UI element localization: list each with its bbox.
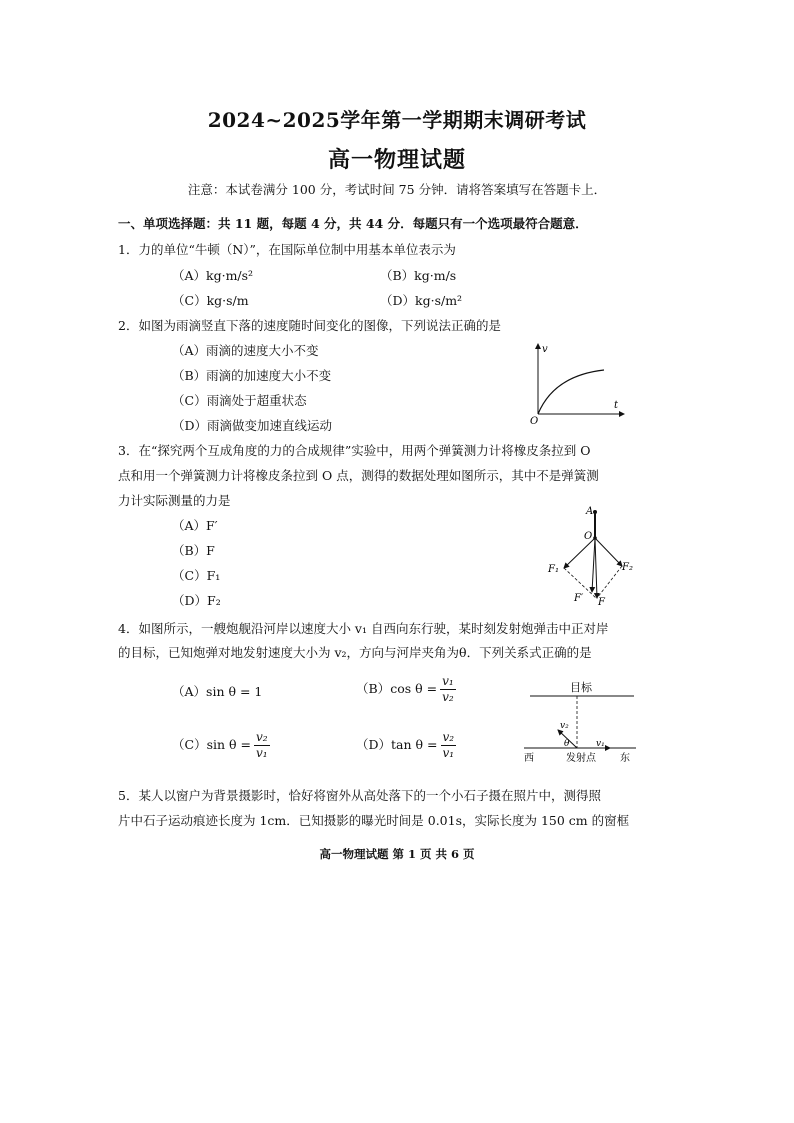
q4-option-a-label: （A） [172, 684, 207, 699]
q4-option-b-label: （B） [356, 681, 391, 696]
q4-option-d [356, 730, 456, 761]
fraction-numerator: v₂ [442, 730, 455, 744]
q1-option-d: （D）kg·s/m² [380, 293, 463, 308]
label-launch-point: 发射点 [566, 753, 596, 764]
exam-subtitle: 高一物理试题 [327, 147, 466, 173]
label-west: 西 [524, 753, 534, 764]
v-axis-label: v [542, 344, 548, 355]
t-axis-label: t [614, 400, 619, 411]
label-east: 东 [620, 753, 630, 764]
q2-option-b: （B）雨滴的加速度大小不变 [172, 368, 332, 383]
force-f2-arrow [595, 538, 622, 566]
river-boat-diagram [520, 676, 640, 766]
q3-stem-line3: 力计实际测量的力是 [118, 493, 231, 508]
q3-stem-line1: 3．在“探究两个互成角度的力的合成规律”实验中，用两个弹簧测力计将橡皮条拉到 O [118, 443, 591, 458]
velocity-curve [538, 370, 604, 414]
force-fprime-arrow [592, 538, 595, 592]
q5-stem-line2: 片中石子运动痕迹长度为 1cm．已知摄影的曝光时间是 0.01s，实际长度为 150 cm 的窗框 [118, 813, 630, 828]
label-o: O [584, 531, 593, 542]
q3-stem-line2: 点和用一个弹簧测力计将橡皮条拉到 O 点，测得的数据处理如图所示，其中不是弹簧测 [118, 468, 599, 483]
q2-option-d: （D）雨滴做变加速直线运动 [172, 418, 333, 433]
exam-notice: 注意：本试卷满分 100 分，考试时间 75 分钟．请将答案填写在答题卡上． [187, 182, 607, 197]
q4-option-d-lhs: tan θ = [391, 737, 438, 752]
q1-option-b: （B）kg·m/s [380, 268, 457, 283]
page-footer: 高一物理试题 第 1 页 共 6 页 [319, 847, 475, 861]
q2-stem: 2．如图为雨滴竖直下落的速度随时间变化的图像，下列说法正确的是 [118, 318, 501, 333]
q4-option-d-fraction [441, 730, 457, 761]
velocity-time-graph [528, 338, 628, 426]
q1-option-c: （C）kg·s/m [172, 293, 249, 308]
q4-option-a [172, 682, 262, 700]
q4-option-c [172, 730, 270, 761]
force-f1-arrow [564, 538, 595, 568]
fraction-denominator: v₂ [442, 690, 454, 704]
q1-stem: 1．力的单位“牛顿（N）”，在国际单位制中用基本单位表示为 [118, 242, 456, 257]
q3-option-b: （B）F [172, 543, 215, 558]
q4-option-d-label: （D） [356, 737, 392, 752]
origin-label: O [530, 416, 539, 426]
fraction-numerator: v₁ [442, 674, 454, 688]
q4-option-b-lhs: cos θ = [390, 681, 438, 696]
q4-option-c-lhs: sin θ = [206, 737, 251, 752]
q2-option-a: （A）雨滴的速度大小不变 [172, 343, 319, 358]
q4-option-a-expr: sin θ = 1 [206, 684, 263, 699]
label-f1: F₁ [548, 564, 559, 575]
fraction-numerator: v₂ [256, 730, 268, 744]
q3-option-a: （A）F′ [172, 518, 218, 533]
force-f-arrow [595, 538, 597, 598]
q4-option-c-label: （C） [172, 737, 207, 752]
exam-title: 2024~2025学年第一学期期末调研考试 [207, 108, 587, 132]
q4-option-c-fraction [254, 730, 270, 761]
label-theta: θ [564, 739, 570, 749]
label-a: A [586, 506, 594, 517]
section-heading: 一、单项选择题：共 11 题，每题 4 分，共 44 分．每题只有一个选项最符合题意． [118, 216, 588, 231]
force-composition-diagram [544, 502, 644, 608]
q4-stem-line1: 4．如图所示，一艘炮舰沿河岸以速度大小 v₁ 自西向东行驶，某时刻发射炮弹击中正对岸 [118, 621, 609, 636]
q3-option-c: （C）F₁ [172, 568, 221, 583]
q5-stem-line1: 5．某人以窗户为背景摄影时，恰好将窗外从高处落下的一个小石子摄在照片中，测得照 [118, 788, 601, 803]
label-v2: v₂ [560, 721, 569, 731]
label-target: 目标 [570, 681, 592, 694]
q4-option-b [356, 674, 456, 705]
fraction-denominator: v₁ [256, 746, 268, 760]
q2-option-c: （C）雨滴处于超重状态 [172, 393, 307, 408]
q4-option-b-fraction [440, 674, 456, 705]
q4-stem-line2: 的目标，已知炮弹对地发射速度大小为 v₂，方向与河岸夹角为θ．下列关系式正确的是 [118, 645, 592, 660]
fraction-denominator: v₁ [442, 746, 455, 760]
label-fprime: F′ [574, 593, 584, 604]
label-f2: F₂ [622, 562, 633, 573]
label-f: F [598, 597, 605, 608]
q3-option-d: （D）F₂ [172, 593, 221, 608]
parallelogram-side-2 [597, 566, 622, 598]
label-v1: v₁ [596, 739, 605, 749]
q1-option-a: （A）kg·m/s² [172, 268, 254, 283]
